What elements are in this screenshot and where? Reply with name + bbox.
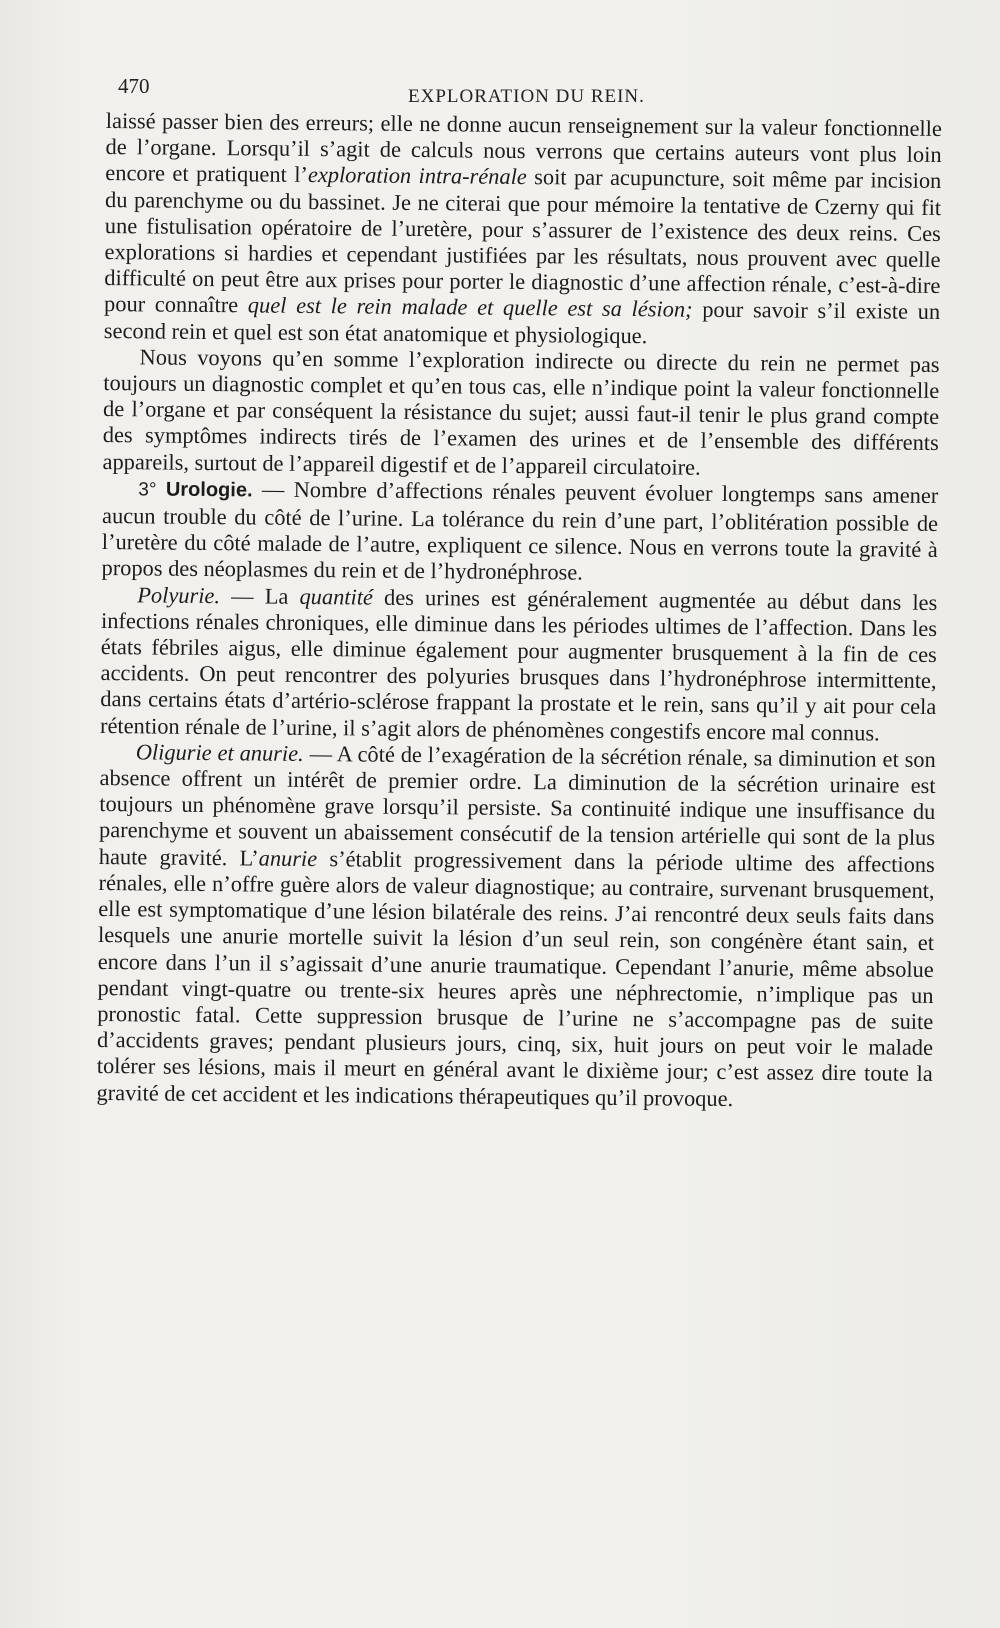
paragraph-oligurie bbox=[96, 739, 935, 1114]
italic-term: anurie bbox=[258, 845, 318, 871]
paragraph-polyurie bbox=[100, 582, 937, 747]
body-text bbox=[96, 108, 942, 1114]
paragraph-summary: Nous voyons qu’en somme l’exploration indirecte ou directe du rein ne permet pas toujours un diagnostic complet et qu’en tous cas, elle n’indique point la valeur fonctionnelle de l’organe et par conséquent la résistance du sujet; aussi faut-il tenir le plus grand compte des symptômes indirects tirés de l’examen des urines et de l’ensemble des différents appareils, surtout de l’appareil digestif et de l’appareil circulatoire. bbox=[102, 344, 940, 480]
text-span: — A côté de l’exagération de la sécrétion rénale, sa diminution et son absence offrent un intérêt de premier ordre. La diminution de la sécrétion urinaire est toujours un phénomène grave lorsqu’il persiste. Sa continuité indique une insuffisance du parenchyme et souvent un abaissement consécutif de la tension artérielle qui sont de la plus haute gravité. L’ bbox=[98, 740, 936, 871]
paragraph-continuation bbox=[104, 108, 942, 352]
text-span: laissé passer bien des erreurs; elle ne donne aucun renseignement sur la valeur fonctionnelle de l’organe. Lorsqu’il s’agit de calculs nous verrons que certains auteurs vont plus loin encore et pratiquent l’ bbox=[105, 108, 942, 188]
running-title: EXPLORATION DU REIN. bbox=[408, 86, 645, 107]
subsection-title: Oligurie et anurie. bbox=[135, 739, 304, 766]
italic-term: exploration intra-rénale bbox=[307, 162, 527, 190]
text-span: — La bbox=[219, 582, 300, 609]
text-span: s’établit progressivement dans la période ultime des affections rénales, elle n’offre guère alors de valeur diagnostique; au contraire, survenant brusquement, elle est symptomatique d’une lésion bilatérale des reins. J’ai rencontré deux seuls faits dans lesquels une anurie mortelle suivit la lésion d’un seul rein, son congénère étant sain, et encore dans l’un il s’agissait d’une anurie traumatique. Cependant l’anurie, même absolue pendant vingt-quatre ou trente-six heures après une néphrectomie, n’implique pas un pronostic fatal. Cette suppression brusque de l’urine ne s’accompagne pas de suite d’accidents graves; pendant plusieurs jours, cinq, six, huit jours on peut voir le malade tolérer ses lésions, mais il meurt en général avant le dixième jour; c’est assez dire toute la gravité de cet accident et les indications thérapeutiques qu’il provoque. bbox=[96, 845, 935, 1111]
section-urologie bbox=[101, 475, 938, 590]
text-span: — Nombre d’affections rénales peuvent évoluer longtemps sans amener aucun trouble du côté de l’urine. La tolérance du rein d’une part, l’oblitération possible de l’uretère du côté malade de l’autre, expliquent ce silence. Nous en verrons toute la gravité à propos des néoplasmes du rein et de l’hydronéphrose. bbox=[101, 476, 939, 586]
italic-phrase: quel est le rein malade et quelle est sa lésion; bbox=[247, 292, 693, 323]
text-span: des urines est généralement augmentée au début dans les infections rénales chroniques, elle diminue dans les périodes ultimes de l’affection. Dans les états fébriles aigus, elle diminue également pour augmenter brusquement à la fin de ces accidents. On peut rencontrer des polyuries brusques dans l’hydronéphrose intermittente, dans certains états d’artério-sclérose frappant la prostate et le rein, sans qu’il y ait pour cela rétention rénale de l’urine, il s’agit alors de phénomènes congestifs encore mal connus. bbox=[99, 584, 938, 746]
section-title: Urologie. bbox=[165, 478, 253, 502]
subsection-title: Polyurie. bbox=[137, 581, 221, 608]
text-span: soit par acupuncture, soit même par incision du parenchyme ou du bassinet. Je ne citerai que pour mémoire la tentative de Czerny qui fit une fistulisation opératoire de l’uretère, pour s’assurer de l’existence des deux reins. Ces explorations si hardies et cependant justifiées par les résultats, nous prouvent avec quelle difficulté on peut être aux prises pour porter le diagnostic d’une affection rénale, c’est-à-dire pour connaître bbox=[103, 164, 942, 318]
section-number: 3° bbox=[138, 479, 157, 501]
page-header bbox=[118, 74, 948, 114]
page-number: 470 bbox=[118, 74, 150, 98]
text-span: pour savoir s’il existe un second rein et quel est son état anatomique et physiologique. bbox=[103, 297, 941, 348]
italic-term: quantité bbox=[299, 583, 374, 610]
